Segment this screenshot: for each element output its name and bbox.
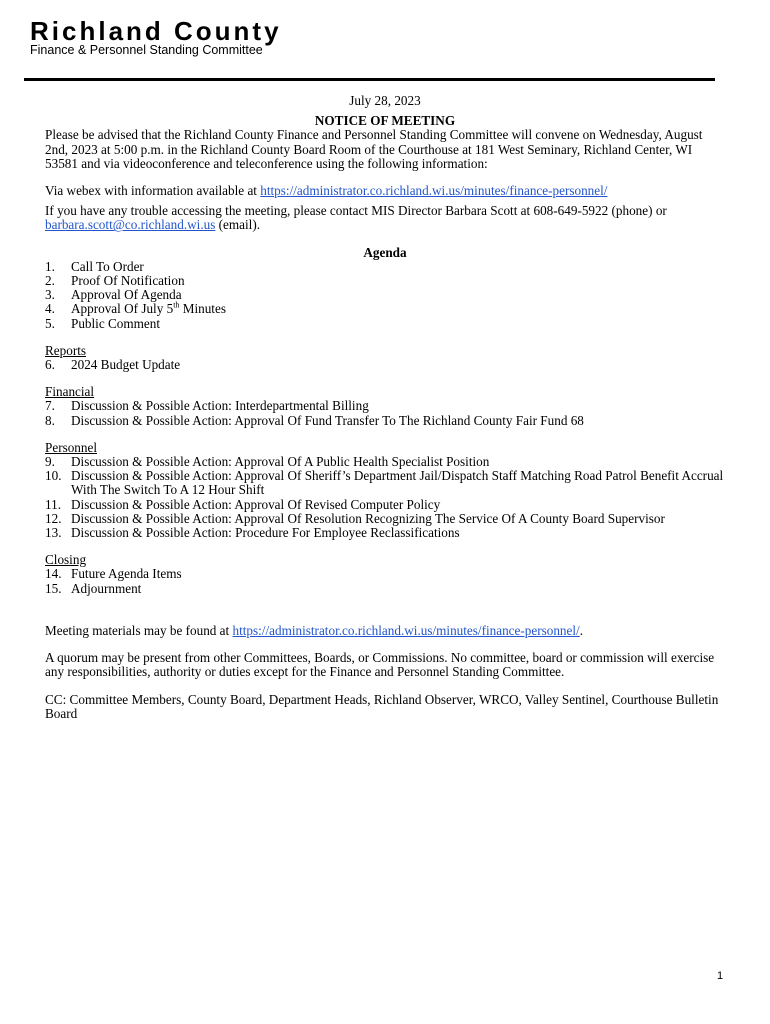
item-text: Discussion & Possible Action: Procedure For Employee Reclassifications bbox=[71, 525, 460, 541]
agenda-item bbox=[45, 498, 725, 512]
item-number: 1. bbox=[45, 258, 55, 274]
agenda-item bbox=[45, 399, 725, 413]
agenda-list-opening bbox=[45, 260, 725, 331]
item-number: 8. bbox=[45, 412, 55, 428]
item-number: 2. bbox=[45, 273, 55, 289]
item-text: Discussion & Possible Action: Approval Of Fund Transfer To The Richland County Fair Fund 68 bbox=[71, 412, 584, 428]
agenda-heading: Agenda bbox=[363, 244, 407, 260]
item-number: 11. bbox=[45, 496, 61, 512]
item-number: 15. bbox=[45, 580, 62, 596]
item-text: Discussion & Possible Action: Approval Of Revised Computer Policy bbox=[71, 496, 441, 512]
agenda-item bbox=[45, 358, 725, 372]
webex-prefix: Via webex with information available at bbox=[45, 183, 261, 199]
item-text: Approval Of Agenda bbox=[71, 287, 182, 303]
quorum-paragraph: A quorum may be present from other Committees, Boards, or Commissions. No committee, board or commission will exercise any responsibilities, authority or duties except for the Finance and Personnel Standing Committee. bbox=[45, 650, 715, 680]
agenda-item bbox=[45, 274, 725, 288]
agenda-item bbox=[45, 317, 725, 331]
item-superscript: th bbox=[173, 301, 180, 311]
page-number: 1 bbox=[717, 970, 724, 982]
agenda-list-financial bbox=[45, 399, 725, 427]
item-number: 6. bbox=[45, 357, 55, 373]
header-divider bbox=[24, 78, 715, 81]
webex-paragraph bbox=[45, 184, 725, 198]
item-number: 13. bbox=[45, 525, 62, 541]
agenda-item bbox=[45, 526, 725, 540]
committee-subtitle: Finance & Personnel Standing Committee bbox=[30, 43, 263, 57]
item-number: 5. bbox=[45, 315, 55, 331]
item-number: 9. bbox=[45, 454, 55, 470]
section-heading-personnel: Personnel bbox=[45, 439, 98, 455]
materials-suffix: . bbox=[579, 622, 583, 638]
section-heading-financial: Financial bbox=[45, 384, 95, 400]
trouble-prefix: If you have any trouble accessing the meeting, please contact MIS Director Barbara Scott at 608-649-5922 (phone) or bbox=[45, 203, 667, 219]
item-text-after: Minutes bbox=[179, 301, 226, 317]
item-number: 3. bbox=[45, 287, 55, 303]
item-text: Discussion & Possible Action: Approval Of Sheriff’s Department Jail/Dispatch Staff Matching Road Patrol Benefit Accrual With The Switch To A 12 Hour Shift bbox=[71, 468, 724, 498]
agenda-item bbox=[45, 302, 725, 316]
email-link[interactable]: barbara.scott@co.richland.wi.us bbox=[45, 217, 216, 233]
item-text: Adjournment bbox=[71, 580, 142, 596]
notice-title: NOTICE OF MEETING bbox=[314, 113, 456, 129]
agenda-item bbox=[45, 414, 725, 428]
notice-date: July 28, 2023 bbox=[349, 93, 421, 108]
item-number: 4. bbox=[45, 301, 55, 317]
item-text: Future Agenda Items bbox=[71, 566, 182, 582]
webex-link[interactable]: https://administrator.co.richland.wi.us/minutes/finance-personnel/ bbox=[260, 183, 608, 199]
item-text: Discussion & Possible Action: Approval Of Resolution Recognizing The Service Of A County Board Supervisor bbox=[71, 510, 665, 526]
notice-intro: Please be advised that the Richland County Finance and Personnel Standing Committee will convene on Wednesday, August 2nd, 2023 at 5:00 p.m. in the Richland County Board Room of the Courthouse at 181 West Seminary, Richland Center, WI 53581 and via videoconference and teleconference using the following information: bbox=[45, 127, 703, 171]
section-heading-closing: Closing bbox=[45, 552, 87, 568]
item-text: Public Comment bbox=[71, 315, 161, 331]
item-number: 14. bbox=[45, 566, 62, 582]
materials-prefix: Meeting materials may be found at bbox=[45, 622, 233, 638]
trouble-suffix: (email). bbox=[215, 217, 261, 233]
item-number: 7. bbox=[45, 398, 55, 414]
agenda-list-personnel bbox=[45, 455, 725, 540]
agenda-list-closing bbox=[45, 567, 725, 595]
agenda-item bbox=[45, 455, 725, 469]
trouble-paragraph bbox=[45, 204, 725, 232]
item-text: 2024 Budget Update bbox=[71, 357, 181, 373]
agenda-item bbox=[45, 469, 725, 497]
agenda-list-reports bbox=[45, 358, 725, 372]
document-body bbox=[45, 94, 725, 721]
materials-paragraph bbox=[45, 624, 725, 638]
section-heading-reports: Reports bbox=[45, 342, 87, 358]
item-text: Discussion & Possible Action: Interdepartmental Billing bbox=[71, 398, 369, 414]
item-text: Approval Of July 5 bbox=[71, 301, 174, 317]
agenda-item bbox=[45, 512, 725, 526]
agenda-item bbox=[45, 582, 725, 596]
item-text: Call To Order bbox=[71, 258, 144, 274]
item-text: Proof Of Notification bbox=[71, 273, 185, 289]
org-title: Richland County bbox=[30, 16, 282, 46]
agenda-item bbox=[45, 567, 725, 581]
agenda-item bbox=[45, 260, 725, 274]
materials-link[interactable]: https://administrator.co.richland.wi.us/minutes/finance-personnel/ bbox=[232, 622, 580, 638]
item-number: 10. bbox=[45, 468, 62, 484]
cc-paragraph: CC: Committee Members, County Board, Department Heads, Richland Observer, WRCO, Valley Sentinel, Courthouse Bulletin Board bbox=[45, 691, 719, 721]
item-number: 12. bbox=[45, 510, 62, 526]
item-text: Discussion & Possible Action: Approval Of A Public Health Specialist Position bbox=[71, 454, 490, 470]
